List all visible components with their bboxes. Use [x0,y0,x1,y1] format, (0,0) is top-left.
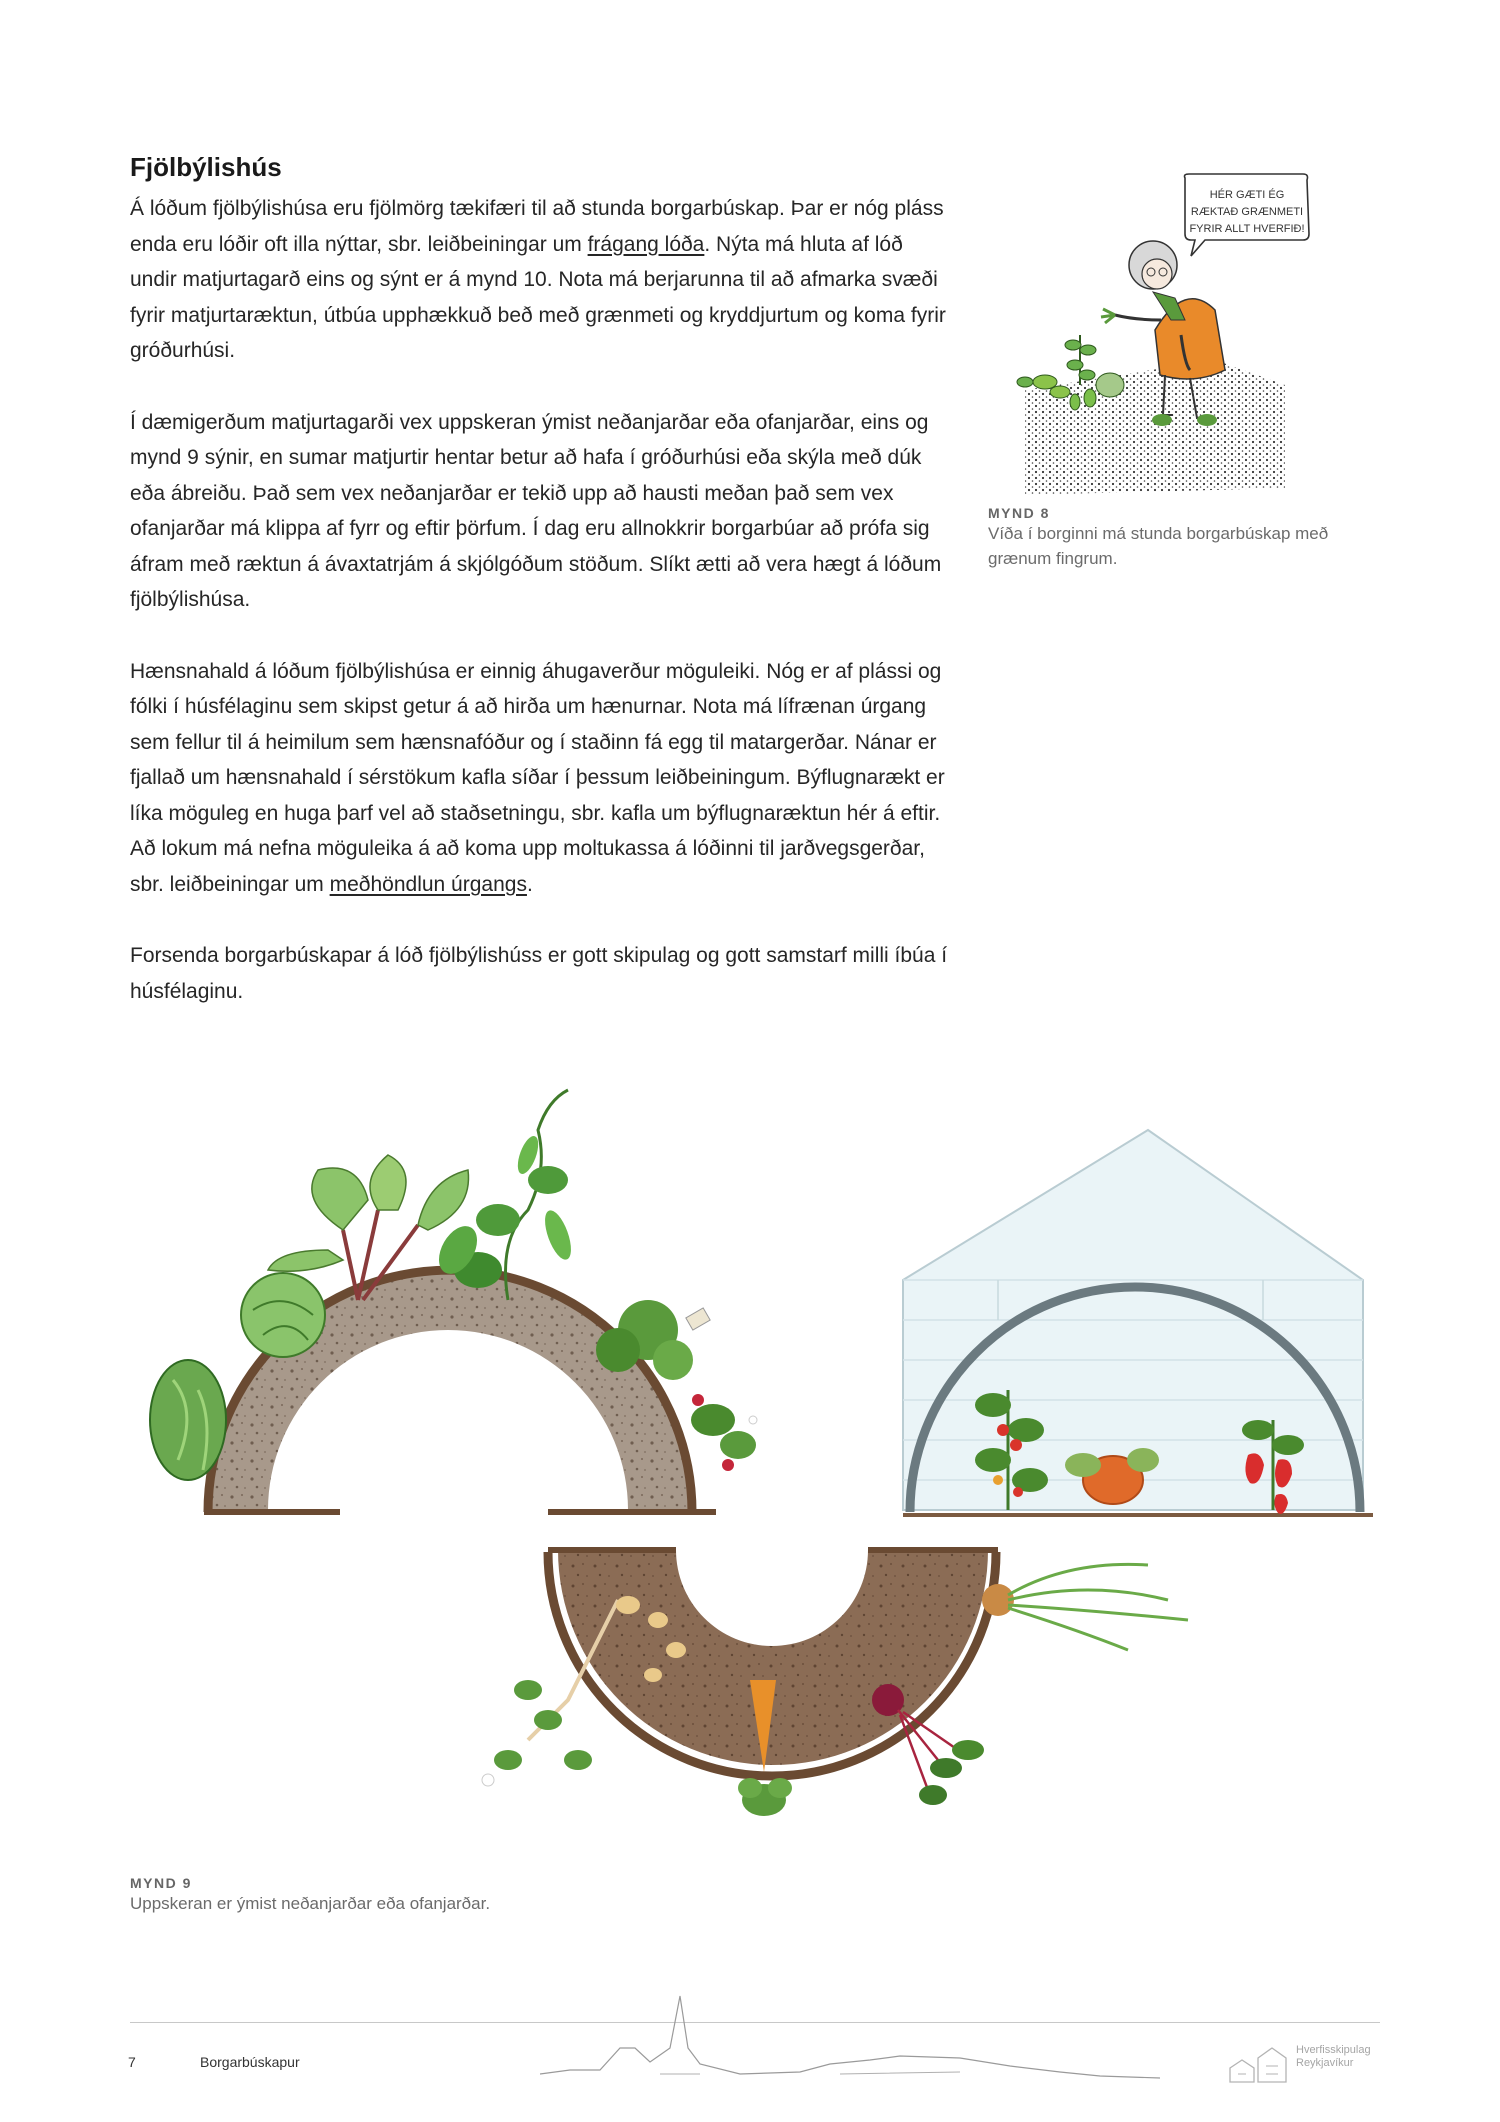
paragraph-4: Forsenda borgarbúskapar á lóð fjölbýlishúss er gott skipulag og gott samstarf milli íbúa í húsfélaginu. [130,944,948,1003]
link-medhondlun-urgangs[interactable]: meðhöndlun úrgangs [329,872,527,896]
p3-text-before: Hænsnahald á lóðum fjölbýlishúsa er einnig áhugaverður möguleiki. Nóg er af plássi og fólki í húsfélaginu sem skipst getur á að hirða um hænurnar. Nota má lífrænan úrgang sem fellur til á heimilum sem hænsnafóður og í staðinn fá egg til matargerðar. Nánar er fjallað um hænsnahald í sérstökum kafla síðar í þessum leiðbeiningum. Býflugnarækt er líka möguleg en huga þarf vel að staðsetningu, sbr. kafla um býflugnaræktun hér á eftir. Að lokum má nefna möguleika á að koma upp moltukassa á lóðinni til jarðvegsgerðar, sbr. leiðbeiningar um [130,659,945,896]
skyline-drawing [540,1988,1160,2084]
section-heading: Fjölbýlishús [130,152,282,182]
paragraph-2: Í dæmigerðum matjurtagarði vex uppskeran ýmist neðanjarðar eða ofanjarðar, eins og mynd 9 sýnir, en sumar matjurtir hentar betur að hafa í gróðurhúsi eða skýla með dúk eða ábreiðu. Það sem vex neðanjarðar er tekið upp að hausti meðan það sem vex ofanjarðar má klippa af fyrr og eftir þörfum. Í dag eru allnokkrir borgarbúar að prófa sig áfram með ræktun á ávaxtatrjám á skjólgóðum stöðum. Slíkt ætti að vera hægt á lóðum fjölbýlishúsa. [130,410,942,612]
figure-8-illustration [985,170,1345,500]
p1-text-before: Á lóðum fjölbýlishúsa eru fjölmörg tækifæri til að stunda borgarbúskap. Þar er nóg pláss enda eru lóðir oft illa nýttar, sbr. leiðbeiningar um [130,197,944,256]
speech-bubble [1185,174,1310,256]
figure-9-caption [130,1875,830,1916]
main-text-column [130,152,950,1045]
p3-text-after: . [526,872,533,896]
logo-line-1: Hverfisskipulag [1296,2044,1371,2056]
logo-line-2: Reykjavíkur [1296,2057,1354,2069]
figure-8-label: MYND 8 [988,505,1050,521]
figure-9-caption-text: Uppskeran er ýmist neðanjarðar eða ofanjarðar. [130,1894,491,1913]
p1-text-after: . Nýta má hluta af lóð undir matjurtagarð eins og sýnt er á mynd 10. Nota má berjarunna til að afmarka svæði fyrir matjurtaræktun, útbúa upphækkuð beð með grænmeti og kryddjurtum og koma fyrir gróðurhúsi. [130,232,946,363]
speech-line-3: FYRIR ALLT HVERFIÐ! [1189,223,1305,235]
figure-8-caption [988,505,1388,571]
paragraph-3 [130,654,950,903]
footer-title: Borgarbúskapur [200,2054,300,2070]
paragraph-1 [130,191,950,369]
figure-9-label: MYND 9 [130,1875,192,1891]
logo-text [1296,2044,1371,2070]
speech-line-2: RÆKTAÐ GRÆNMETI [1190,206,1304,218]
figure-8-caption-text: Víða í borginni má stunda borgarbúskap með grænum fingrum. [988,524,1329,568]
page-number: 7 [128,2054,136,2070]
below-ground-bowl [548,1550,998,1776]
greenhouse [903,1130,1373,1515]
speech-line-1: HÉR GÆTI ÉG [1209,189,1285,201]
figure-9-illustration [128,1060,1398,1820]
link-fragang-loda[interactable]: frágang lóða [587,232,705,256]
soil-patch [1025,360,1285,495]
